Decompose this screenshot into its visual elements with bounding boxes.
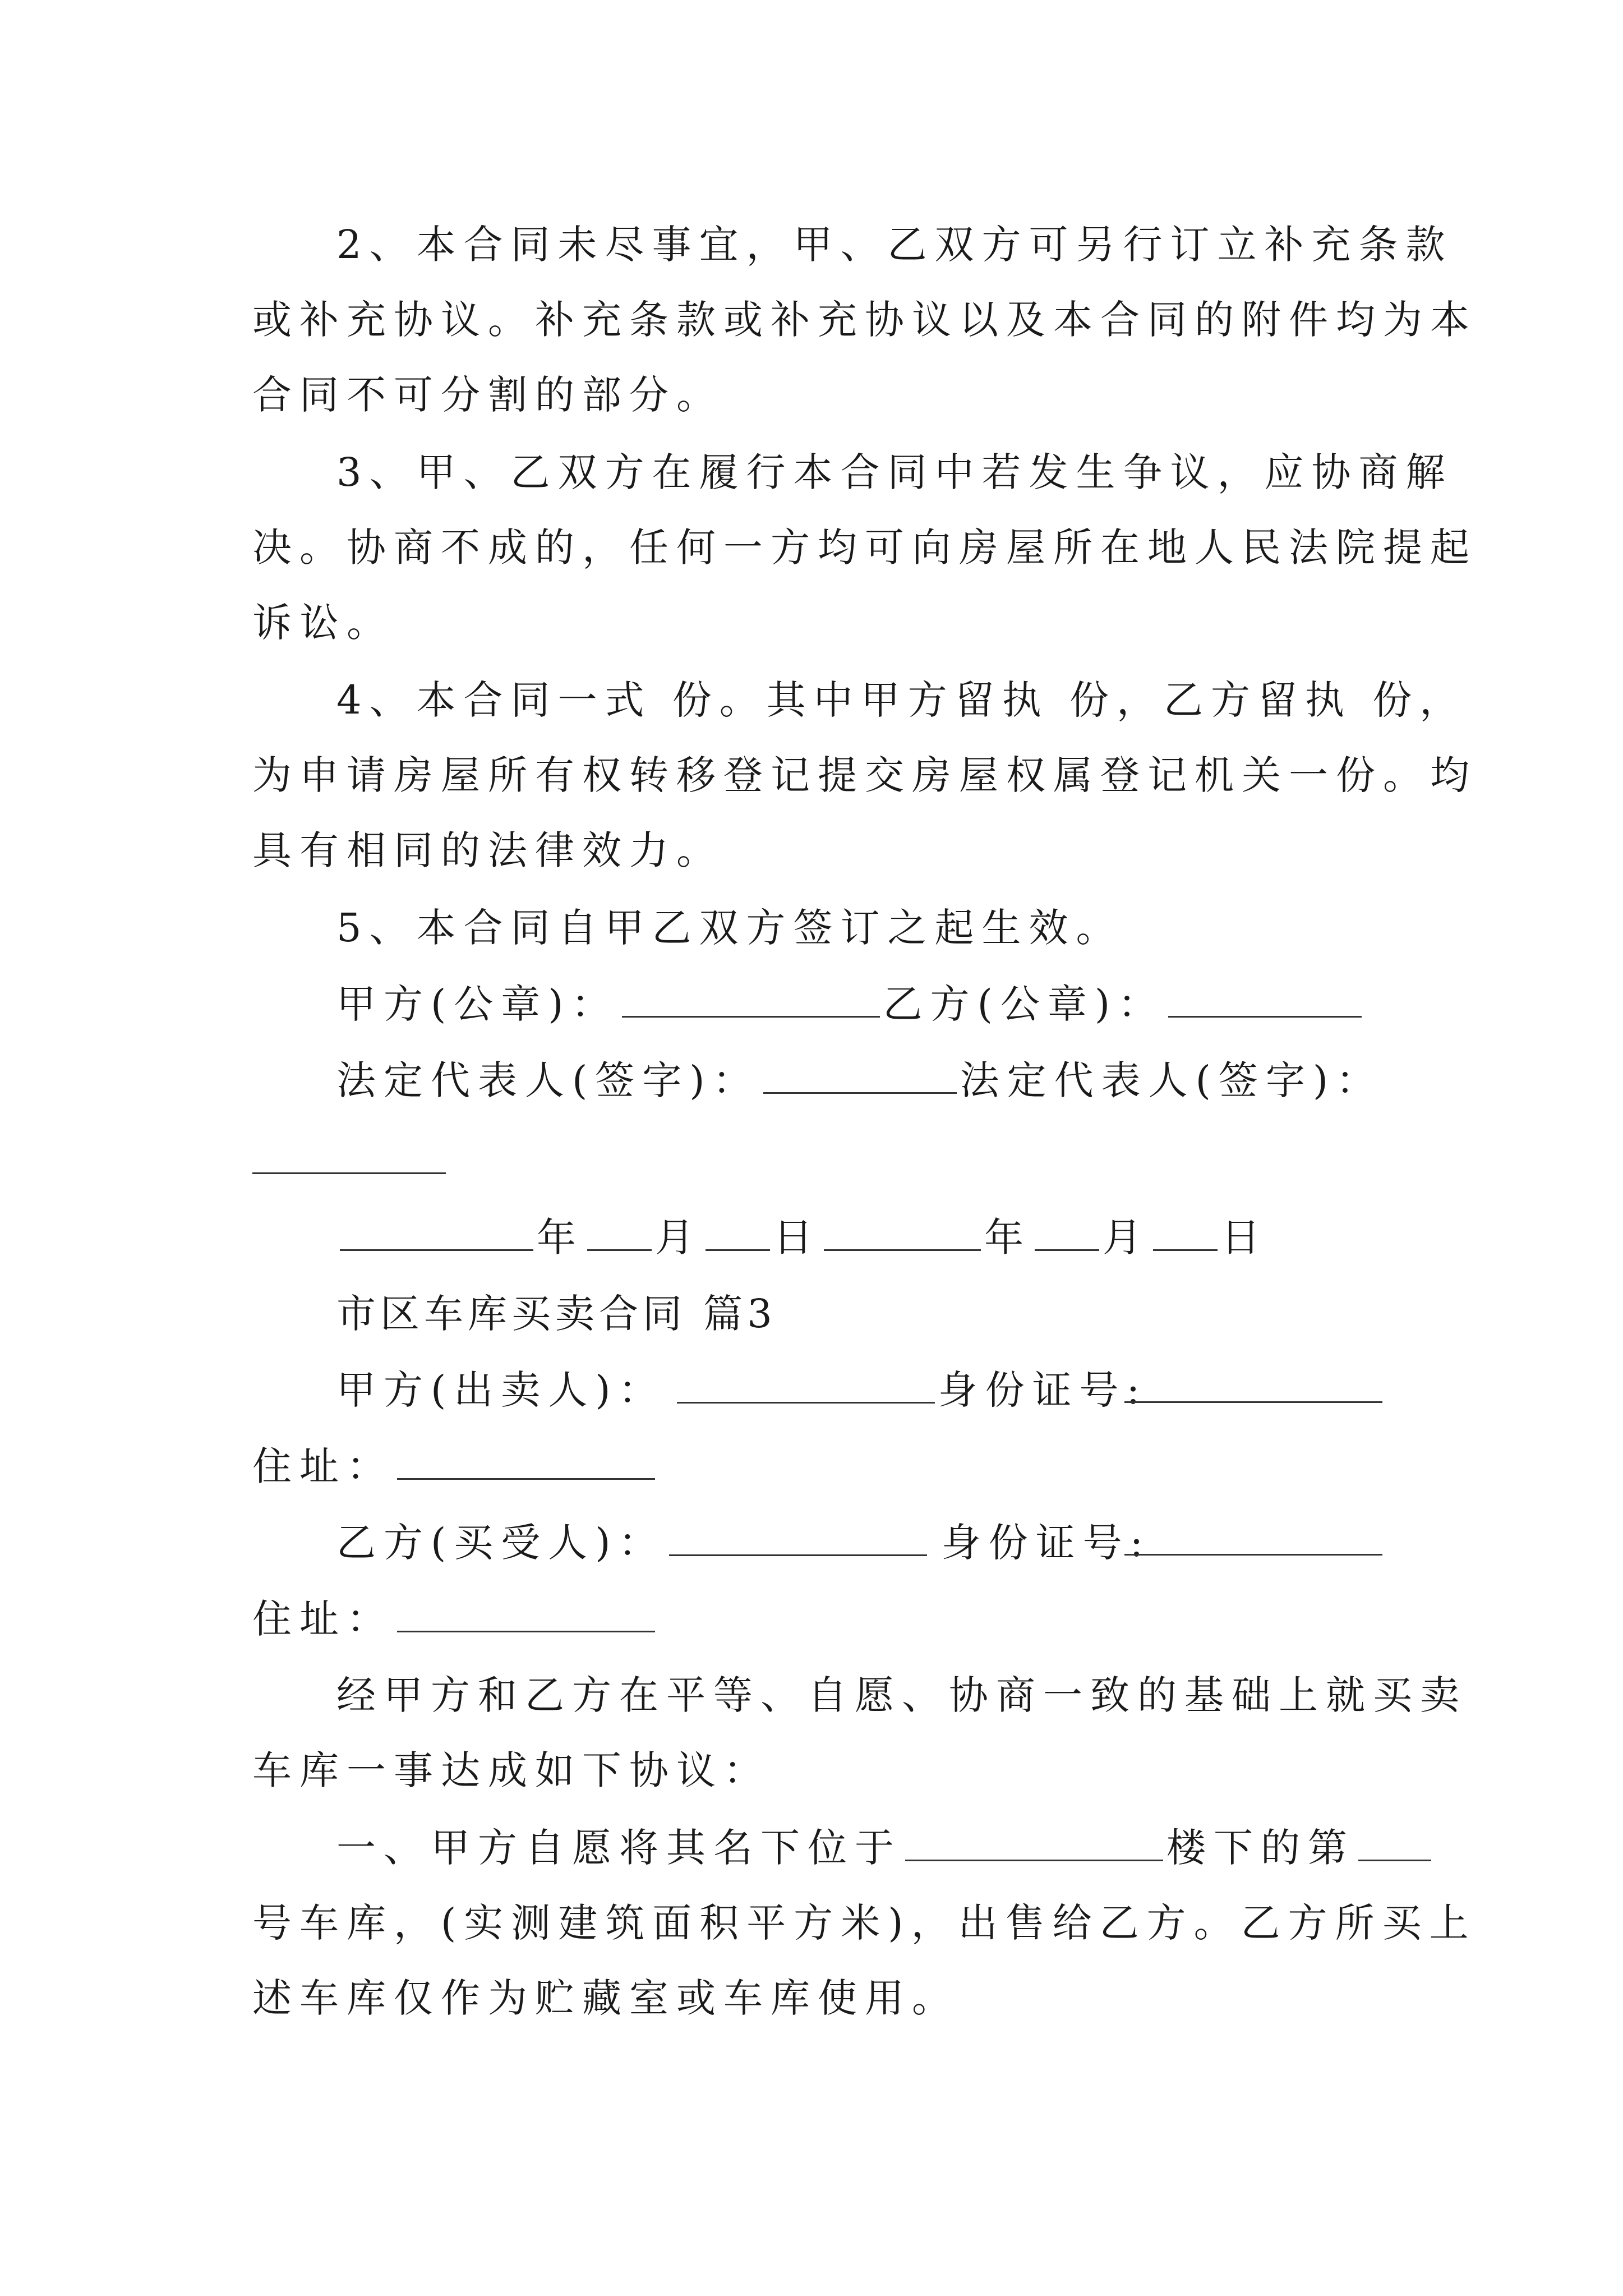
date-b-month-label: 月 [1103, 1214, 1150, 1260]
party-a-seal-label: 甲方(公章)： [336, 981, 619, 1027]
date-row [336, 1198, 1469, 1277]
clause-2-line-3: 合同不可分割的部分。 [252, 372, 723, 418]
article-1-prefix: 一、甲方自愿将其名下位于 [336, 1825, 902, 1871]
article-1-number-blank [1358, 1820, 1431, 1861]
date-a-month-label: 月 [655, 1214, 702, 1260]
agreement-line-2: 车库一事达成如下协议： [252, 1747, 771, 1793]
seller-row [336, 1351, 1469, 1429]
clause-4-line-3: 具有相同的法律效力。 [252, 827, 723, 873]
date-b-year-blank [824, 1210, 981, 1251]
seller-label: 甲方(出卖人)： [336, 1367, 666, 1413]
buyer-address-label: 住址： [252, 1596, 394, 1642]
date-a-month-blank [587, 1210, 652, 1251]
date-a-day-blank [706, 1210, 770, 1251]
article-1-line-1 [336, 1809, 1469, 1887]
date-a-day-label: 日 [773, 1214, 820, 1260]
seller-address-blank [397, 1439, 655, 1480]
clause-4-line-1: 4、本合同一式 份。其中甲方留执 份，乙方留执 份， [336, 677, 1467, 723]
buyer-address-blank [397, 1591, 655, 1632]
date-a-year-blank [340, 1210, 533, 1251]
representative-row [336, 1041, 1469, 1120]
date-b-day-blank [1153, 1210, 1218, 1251]
rep-b-blank [252, 1172, 446, 1174]
seller-id-blank [1124, 1401, 1382, 1403]
seller-name-blank [677, 1363, 935, 1404]
clause-3-line-3: 诉讼。 [252, 600, 394, 646]
seller-address-label: 住址： [252, 1443, 394, 1489]
agreement-line-1: 经甲方和乙方在平等、自愿、协商一致的基础上就买卖 [336, 1672, 1467, 1718]
seal-row [336, 965, 1469, 1043]
rep-b-label: 法定代表人(签字)： [960, 1057, 1384, 1103]
party-b-seal-label: 乙方(公章)： [883, 981, 1165, 1027]
clause-2-line-1: 2、本合同未尽事宜，甲、乙双方可另行订立补充条款 [336, 222, 1453, 268]
date-a-year-label: 年 [537, 1214, 584, 1260]
clause-3-line-1: 3、甲、乙双方在履行本合同中若发生争议，应协商解 [336, 449, 1453, 495]
clause-5-line: 5、本合同自甲乙双方签订之起生效。 [336, 905, 1123, 951]
buyer-name-blank [669, 1515, 927, 1556]
buyer-label: 乙方(买受人)： [336, 1520, 666, 1566]
date-b-day-label: 日 [1221, 1214, 1268, 1260]
clause-2-line-2: 或补充协议。补充条款或补充协议以及本合同的附件均为本 [252, 297, 1477, 343]
party-b-seal-blank [1168, 977, 1362, 1018]
rep-a-blank [763, 1053, 957, 1094]
buyer-id-label: 身份证号: [941, 1520, 1151, 1566]
article-1-line-2: 号车库，(实测建筑面积平方米)，出售给乙方。乙方所买上 [252, 1900, 1477, 1946]
date-b-year-label: 年 [984, 1214, 1031, 1260]
article-1-middle: 楼下的第 [1166, 1825, 1355, 1871]
clause-3-line-2: 决。协商不成的，任何一方均可向房屋所在地人民法院提起 [252, 524, 1477, 570]
article-1-location-blank [905, 1820, 1163, 1861]
section-heading: 市区车库买卖合同 篇3 [336, 1291, 777, 1337]
rep-a-label: 法定代表人(签字)： [336, 1057, 760, 1103]
buyer-row [336, 1503, 1469, 1582]
party-a-seal-blank [622, 977, 880, 1018]
seller-id-label: 身份证号: [938, 1367, 1148, 1413]
date-b-month-blank [1035, 1210, 1099, 1251]
article-1-line-3: 述车库仅作为贮藏室或车库使用。 [252, 1975, 959, 2021]
buyer-id-blank [1124, 1554, 1382, 1556]
clause-4-line-2: 为申请房屋所有权转移登记提交房屋权属登记机关一份。均 [252, 752, 1477, 798]
buyer-address-row [252, 1580, 1385, 1658]
seller-address-row [252, 1427, 1385, 1506]
